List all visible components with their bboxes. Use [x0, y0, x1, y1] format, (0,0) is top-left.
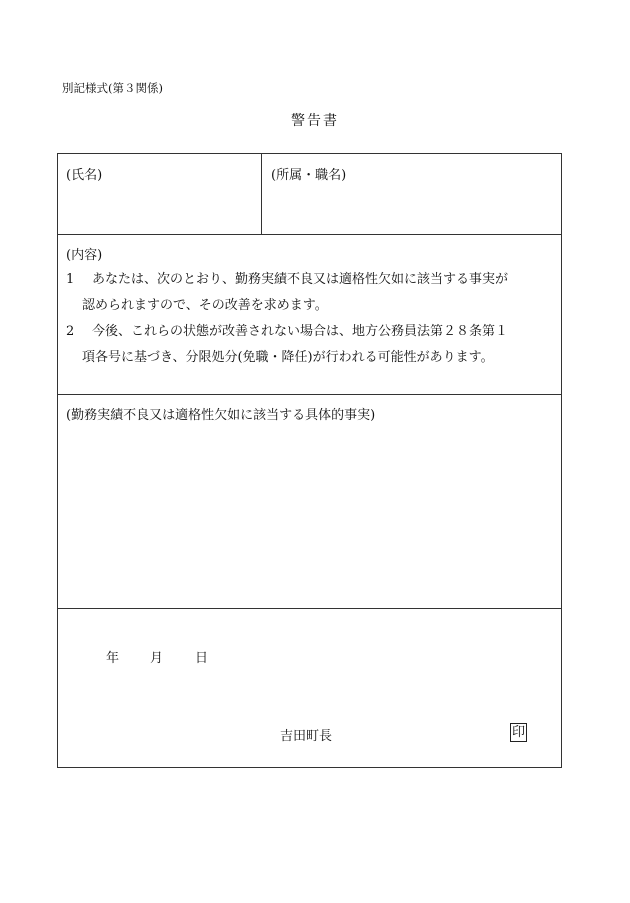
column-divider: [261, 154, 262, 234]
document-title: 警告書: [291, 113, 339, 129]
item-2-number: 2: [66, 324, 75, 339]
seal-mark: 印: [512, 725, 526, 740]
form-reference: 別記様式(第３関係): [62, 81, 163, 95]
date-day: 日: [195, 651, 209, 666]
content-item-1-line-2: 認められますので、その改善を求めます。: [82, 298, 328, 313]
row-divider-name: [58, 234, 561, 235]
item-1-number: 1: [66, 272, 75, 287]
content-item-1-line-1: 1 あなたは、次のとおり、勤務実績不良又は適格性欠如に該当する事実が: [66, 267, 508, 293]
content-item-2-line-1: 2 今後、これらの状態が改善されない場合は、地方公務員法第２８条第１: [66, 319, 508, 345]
affiliation-field-label: (所属・職名): [271, 168, 347, 183]
issuer-name: 吉田町長: [280, 729, 333, 744]
content-item-2-line-2: 項各号に基づき、分限処分(免職・降任)が行われる可能性があります。: [82, 350, 494, 365]
warning-form-table: [57, 153, 562, 768]
row-divider-facts: [58, 608, 561, 609]
name-field-label: (氏名): [66, 168, 103, 183]
content-label: (内容): [66, 248, 103, 263]
date-month: 月: [150, 651, 164, 666]
row-divider-content: [58, 394, 561, 395]
date-year: 年: [106, 651, 120, 666]
facts-label: (勤務実績不良又は適格性欠如に該当する具体的事実): [66, 408, 376, 423]
